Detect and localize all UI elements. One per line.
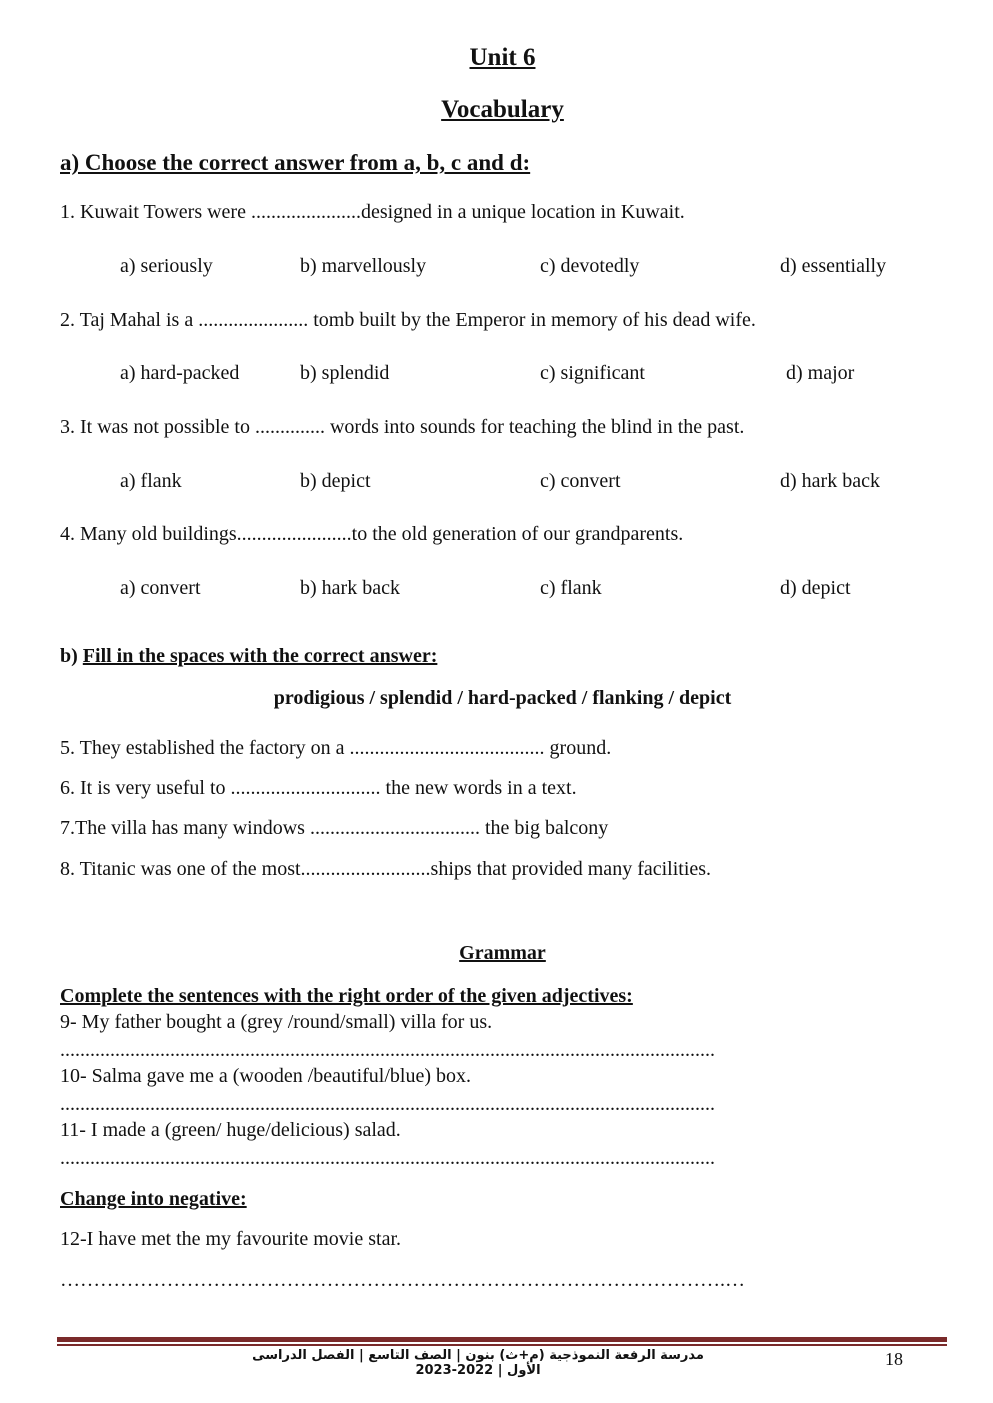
option: b) splendid bbox=[300, 362, 390, 384]
option: d) major bbox=[786, 362, 855, 384]
part-b-heading bbox=[60, 644, 437, 668]
option: c) flank bbox=[540, 577, 602, 599]
option: d) depict bbox=[780, 577, 851, 599]
footer-divider bbox=[57, 1337, 947, 1342]
question-12: 12-I have met the my favourite movie star. bbox=[60, 1228, 402, 1250]
part-a-heading: a) Choose the correct answer from a, b, c and d: bbox=[60, 150, 531, 175]
part-b-instruction: Fill in the spaces with the correct answer: bbox=[82, 645, 438, 667]
question-6: 6. It is very useful to .............................. the new words in a text. bbox=[60, 777, 577, 799]
question-4: 4. Many old buildings.......................to the old generation of our grandparents. bbox=[60, 523, 684, 545]
option: d) hark back bbox=[780, 470, 880, 492]
grammar-instruction: Complete the sentences with the right order of the given adjectives: bbox=[60, 985, 633, 1007]
answer-line[interactable]: ................................................................................................................................... bbox=[60, 1039, 715, 1061]
footer-school: مدرسة الرفعة النموذجية (م+ث) بنون | الصف التاسع | الفصل الدراسى الأول | 2022-2023 bbox=[252, 1348, 704, 1378]
option: b) marvellously bbox=[300, 255, 427, 277]
question-5: 5. They established the factory on a ....................................... ground. bbox=[60, 737, 612, 759]
answer-line[interactable]: ……………………………………………………………………………………….… bbox=[60, 1269, 745, 1291]
question-3: 3. It was not possible to .............. words into sounds for teaching the blind in the past. bbox=[60, 416, 745, 438]
footer-divider bbox=[57, 1344, 947, 1346]
option: d) essentially bbox=[780, 255, 887, 277]
option: a) seriously bbox=[120, 255, 213, 277]
question-8: 8. Titanic was one of the most..........................ships that provided many facilities. bbox=[60, 858, 712, 880]
question-11: 11- I made a (green/ huge/delicious) salad. bbox=[60, 1119, 401, 1141]
grammar-heading: Grammar bbox=[459, 942, 546, 964]
question-1: 1. Kuwait Towers were ......................designed in a unique location in Kuwait. bbox=[60, 201, 685, 223]
option: c) convert bbox=[540, 470, 621, 492]
negative-heading: Change into negative: bbox=[60, 1188, 247, 1210]
question-10: 10- Salma gave me a (wooden /beautiful/blue) box. bbox=[60, 1065, 471, 1087]
answer-line[interactable]: ................................................................................................................................... bbox=[60, 1147, 715, 1169]
answer-line[interactable]: ................................................................................................................................... bbox=[60, 1093, 715, 1115]
option: b) depict bbox=[300, 470, 371, 492]
option: a) flank bbox=[120, 470, 182, 492]
page-number: 18 bbox=[885, 1349, 903, 1369]
question-7: 7.The villa has many windows .................................. the big balcony bbox=[60, 817, 609, 839]
option: a) hard-packed bbox=[120, 362, 240, 384]
unit-title: Unit 6 bbox=[469, 44, 536, 71]
option: b) hark back bbox=[300, 577, 400, 599]
option: c) devotedly bbox=[540, 255, 640, 277]
vocabulary-heading: Vocabulary bbox=[441, 96, 564, 123]
word-bank: prodigious / splendid / hard-packed / flanking / depict bbox=[273, 687, 732, 709]
option: c) significant bbox=[540, 362, 645, 384]
part-b-prefix: b) bbox=[60, 645, 83, 667]
question-9: 9- My father bought a (grey /round/small) villa for us. bbox=[60, 1011, 493, 1033]
question-2: 2. Taj Mahal is a ...................... tomb built by the Emperor in memory of his dead wife. bbox=[60, 309, 756, 331]
option: a) convert bbox=[120, 577, 201, 599]
